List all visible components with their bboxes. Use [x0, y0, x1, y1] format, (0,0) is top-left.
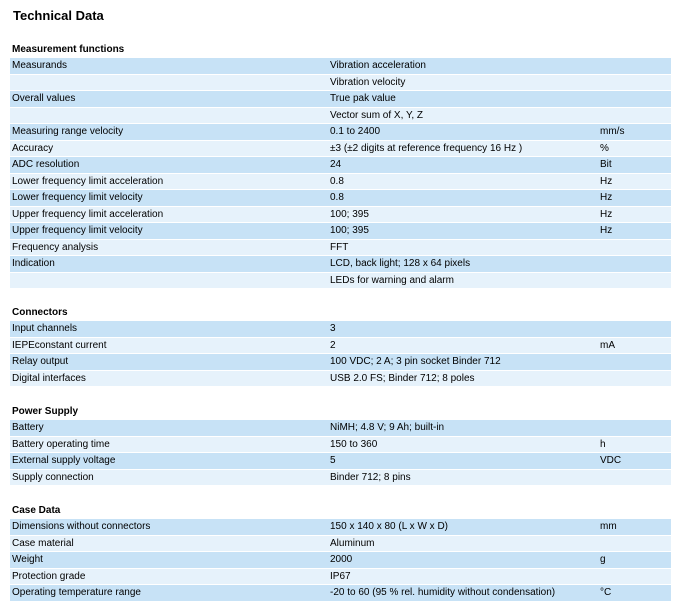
row-unit: g — [600, 554, 606, 565]
row-unit: Hz — [600, 192, 613, 203]
row-value: IP67 — [330, 570, 351, 582]
row-label: Operating temperature range — [12, 587, 141, 598]
row-label: Protection grade — [12, 570, 86, 582]
table-row — [10, 536, 671, 553]
row-value: Vibration acceleration — [330, 60, 426, 71]
row-value: 0.1 to 2400 — [330, 126, 381, 137]
section-measurement-functions — [10, 42, 671, 289]
row-value: 100; 395 — [330, 208, 369, 220]
row-value: 5 — [330, 455, 336, 466]
row-label: Indication — [12, 258, 55, 269]
row-label: Supply connection — [12, 471, 94, 483]
section-title: Connectors — [12, 307, 68, 318]
table-row — [10, 552, 671, 569]
table-row — [10, 354, 671, 371]
row-unit: % — [600, 142, 609, 154]
row-unit: mm — [600, 521, 617, 532]
table-row — [10, 91, 671, 108]
section-title: Case Data — [12, 505, 61, 516]
table-row — [10, 75, 671, 92]
row-value: 100 VDC; 2 A; 3 pin socket Binder 712 — [330, 356, 501, 367]
row-value: USB 2.0 FS; Binder 712; 8 poles — [330, 372, 475, 384]
table-row — [10, 420, 671, 437]
row-label: Battery — [12, 422, 44, 433]
row-label: Relay output — [12, 356, 69, 367]
row-value: 24 — [330, 159, 342, 170]
row-value: Vibration velocity — [330, 76, 406, 88]
row-label: IEPEconstant current — [12, 339, 107, 351]
page-title: Technical Data — [13, 8, 104, 23]
row-label: Digital interfaces — [12, 372, 86, 384]
row-label: Accuracy — [12, 142, 54, 154]
row-label: Input channels — [12, 323, 78, 334]
table-row — [10, 453, 671, 470]
row-value: 2 — [330, 339, 336, 351]
row-value: Aluminum — [330, 537, 375, 549]
section-power-supply — [10, 404, 671, 486]
table-row — [10, 190, 671, 207]
row-label: ADC resolution — [12, 159, 80, 170]
row-label: Weight — [12, 554, 43, 565]
table-row — [10, 223, 671, 240]
row-value: 150 x 140 x 80 (L x W x D) — [330, 521, 449, 532]
table-row — [10, 157, 671, 174]
table-row — [10, 207, 671, 224]
row-unit: VDC — [600, 455, 622, 466]
section-title: Measurement functions — [12, 44, 125, 55]
table-row — [10, 338, 671, 355]
row-value: -20 to 60 (95 % rel. humidity without condensation) — [330, 587, 556, 598]
row-unit: mm/s — [600, 126, 625, 137]
table-row — [10, 569, 671, 586]
table-row — [10, 321, 671, 338]
row-value: 150 to 360 — [330, 438, 378, 450]
table-row — [10, 371, 671, 388]
row-value: LEDs for warning and alarm — [330, 274, 454, 286]
table-row — [10, 58, 671, 75]
row-value: 3 — [330, 323, 336, 334]
row-label: Upper frequency limit acceleration — [12, 208, 164, 220]
table-row — [10, 124, 671, 141]
row-label: Case material — [12, 537, 74, 549]
row-value: 2000 — [330, 554, 353, 565]
section-title: Power Supply — [12, 406, 79, 417]
table-row — [10, 174, 671, 191]
row-unit: Hz — [600, 208, 613, 220]
row-value: NiMH; 4.8 V; 9 Ah; built-in — [330, 422, 445, 433]
table-row — [10, 108, 671, 125]
table-row — [10, 437, 671, 454]
row-label: Upper frequency limit velocity — [12, 225, 143, 236]
row-value: FFT — [330, 241, 349, 253]
row-label: Measuring range velocity — [12, 126, 124, 137]
table-row — [10, 585, 671, 602]
table-row — [10, 519, 671, 536]
row-unit: Hz — [600, 225, 613, 236]
row-value: True pak value — [330, 93, 396, 104]
row-label: Lower frequency limit velocity — [12, 192, 143, 203]
row-value: 100; 395 — [330, 225, 369, 236]
table-row — [10, 141, 671, 158]
row-value: 0.8 — [330, 192, 344, 203]
row-value: ±3 (±2 digits at reference frequency 16 Hz ) — [330, 142, 523, 154]
row-label: Battery operating time — [12, 438, 110, 450]
row-value: LCD, back light; 128 x 64 pixels — [330, 258, 471, 269]
table-row — [10, 240, 671, 257]
table-row — [10, 273, 671, 290]
row-unit: °C — [600, 587, 612, 598]
table-row — [10, 470, 671, 487]
row-unit: mA — [600, 339, 615, 351]
row-value: Vector sum of X, Y, Z — [330, 109, 424, 121]
row-label: External supply voltage — [12, 455, 116, 466]
row-unit: h — [600, 438, 606, 450]
row-label: Dimensions without connectors — [12, 521, 151, 532]
section-connectors — [10, 305, 671, 387]
section-case-data — [10, 503, 671, 602]
row-label: Overall values — [12, 93, 76, 104]
row-value: Binder 712; 8 pins — [330, 471, 411, 483]
row-unit: Hz — [600, 175, 613, 187]
row-label: Frequency analysis — [12, 241, 99, 253]
table-row — [10, 256, 671, 273]
row-label: Lower frequency limit acceleration — [12, 175, 164, 187]
row-label: Measurands — [12, 60, 68, 71]
row-unit: Bit — [600, 159, 612, 170]
row-value: 0.8 — [330, 175, 344, 187]
